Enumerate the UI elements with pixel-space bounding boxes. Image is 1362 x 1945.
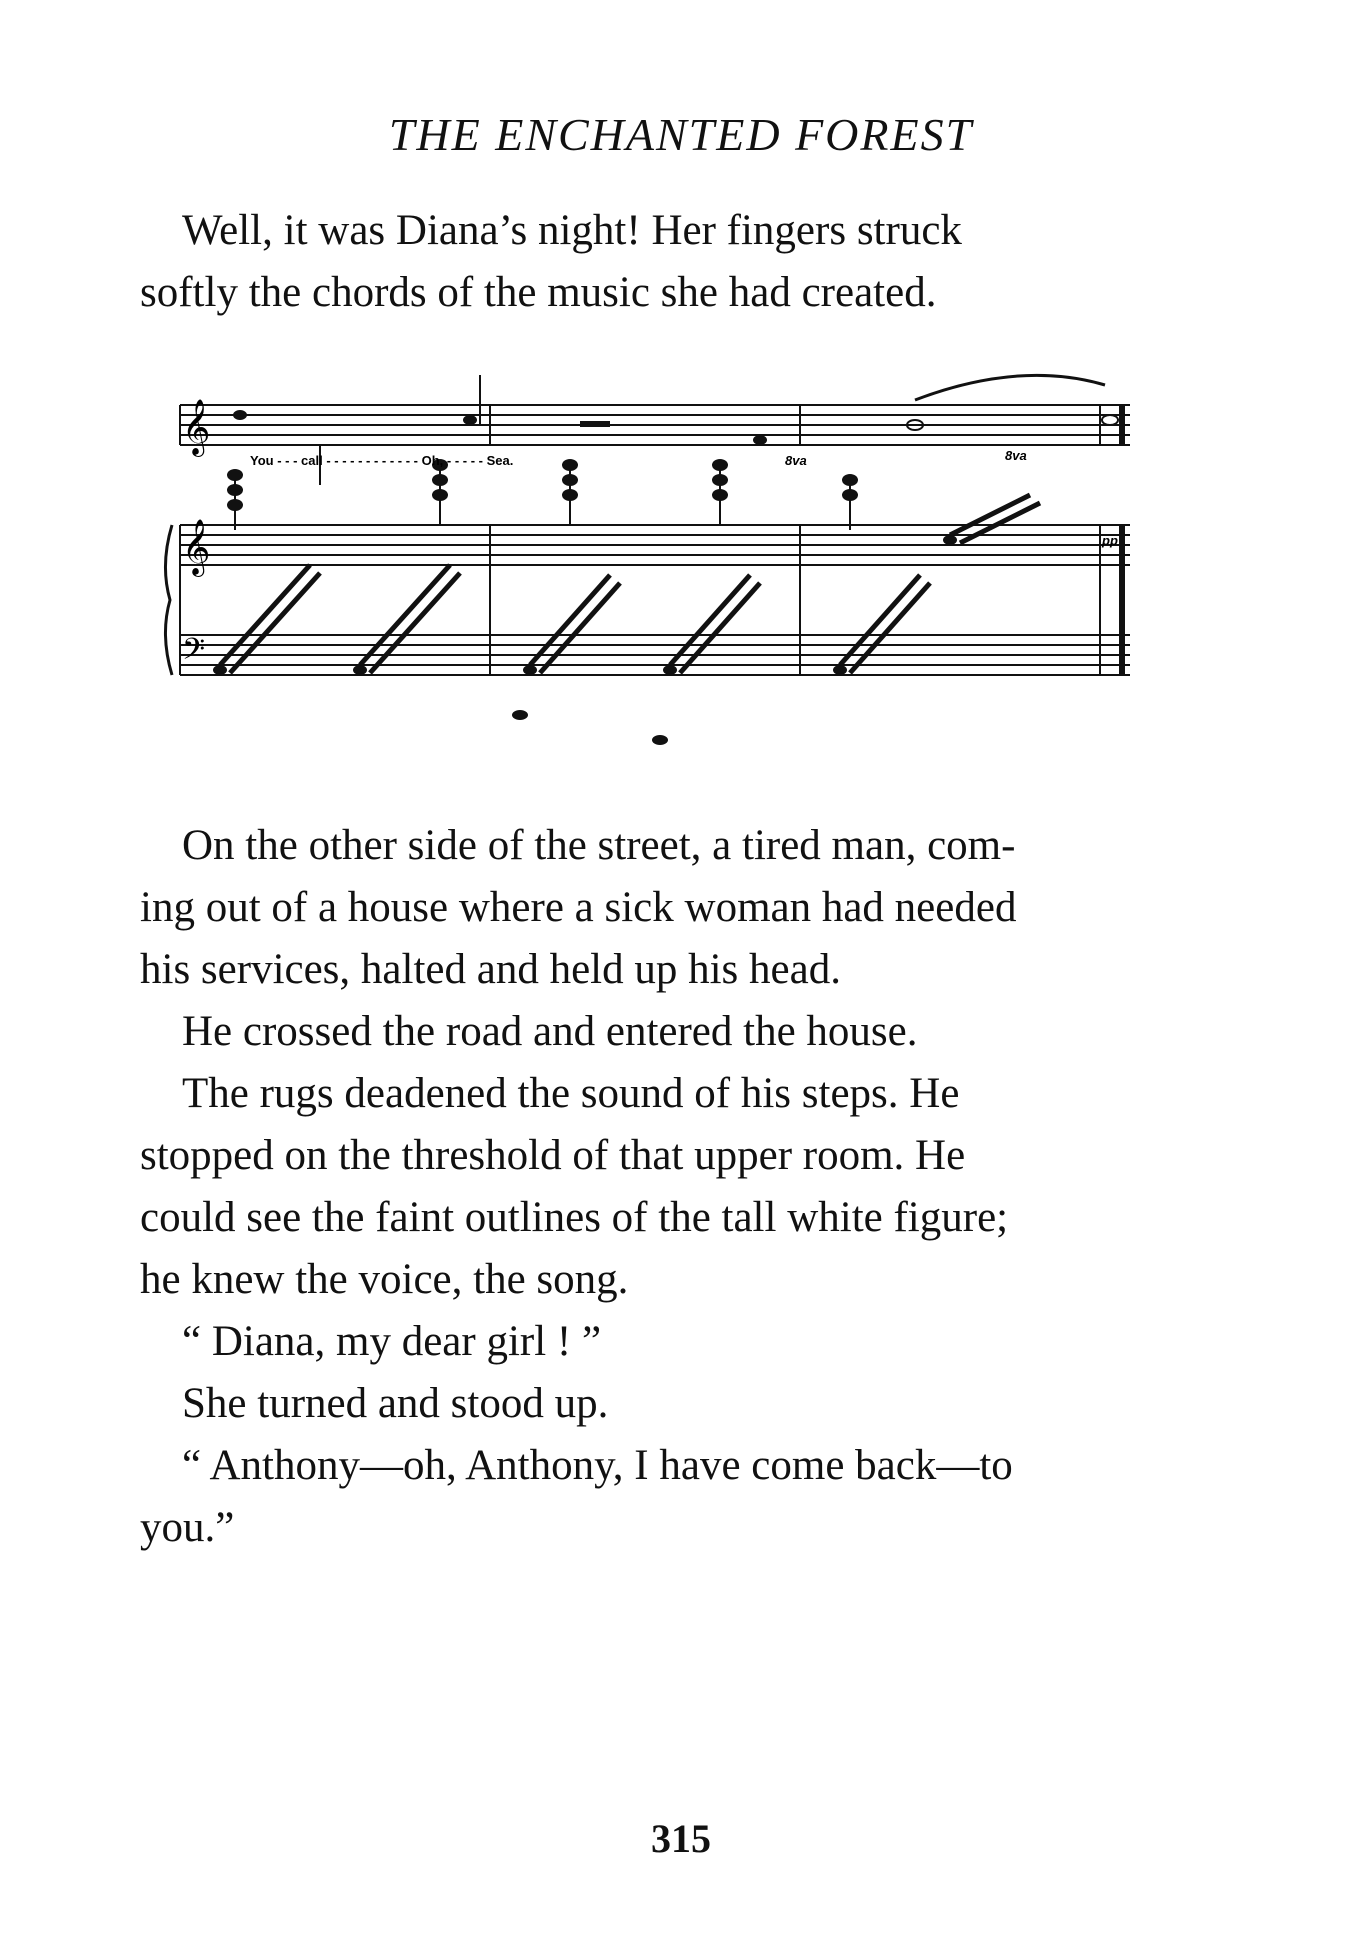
text-line: stopped on the threshold of that upper room. He <box>140 1132 966 1179</box>
text-line: could see the faint outlines of the tall white figure; <box>140 1194 1009 1241</box>
body-paragraph <box>140 1311 1190 1373</box>
body-paragraph <box>140 1435 1190 1559</box>
page-number: 315 <box>651 1816 711 1861</box>
svg-text:𝄢: 𝄢 <box>182 633 206 674</box>
text-line: He crossed the road and entered the house. <box>182 1008 918 1055</box>
lyric-line: You - - - call - - - - - - - - - - - - Oh, - - - - - Sea. <box>250 453 514 468</box>
body-paragraph <box>140 1373 1190 1435</box>
opening-paragraph <box>140 200 1190 324</box>
svg-text:𝄞: 𝄞 <box>182 399 211 455</box>
text-line: his services, halted and held up his head. <box>140 946 841 993</box>
piano-bass-staff <box>180 635 1130 675</box>
dynamic-marking: pp <box>1102 533 1118 548</box>
voice-staff <box>180 405 1130 445</box>
body-paragraph <box>140 1063 1190 1311</box>
running-head: THE ENCHANTED FOREST <box>388 109 974 160</box>
text-line: She turned and stood up. <box>182 1380 609 1427</box>
octave-marking: 8va <box>785 453 807 468</box>
text-line: softly the chords of the music she had created. <box>140 269 937 316</box>
text-line: On the other side of the street, a tired man, com- <box>182 822 1016 869</box>
body-paragraph <box>140 1001 1190 1063</box>
text-line: “ Diana, my dear girl ! ” <box>182 1318 602 1365</box>
text-line: The rugs deadened the sound of his steps. He <box>182 1070 960 1117</box>
svg-text:𝄞: 𝄞 <box>182 519 211 575</box>
text-line: ing out of a house where a sick woman had needed <box>140 884 1017 931</box>
text-line: you.” <box>140 1504 235 1551</box>
music-score <box>160 365 1150 765</box>
octave-marking: 8va <box>1005 448 1027 463</box>
text-line: he knew the voice, the song. <box>140 1256 629 1303</box>
body-paragraph <box>140 815 1190 1001</box>
text-line: Well, it was Diana’s night! Her fingers struck <box>182 207 962 254</box>
text-line: “ Anthony—oh, Anthony, I have come back—to <box>182 1442 1013 1489</box>
